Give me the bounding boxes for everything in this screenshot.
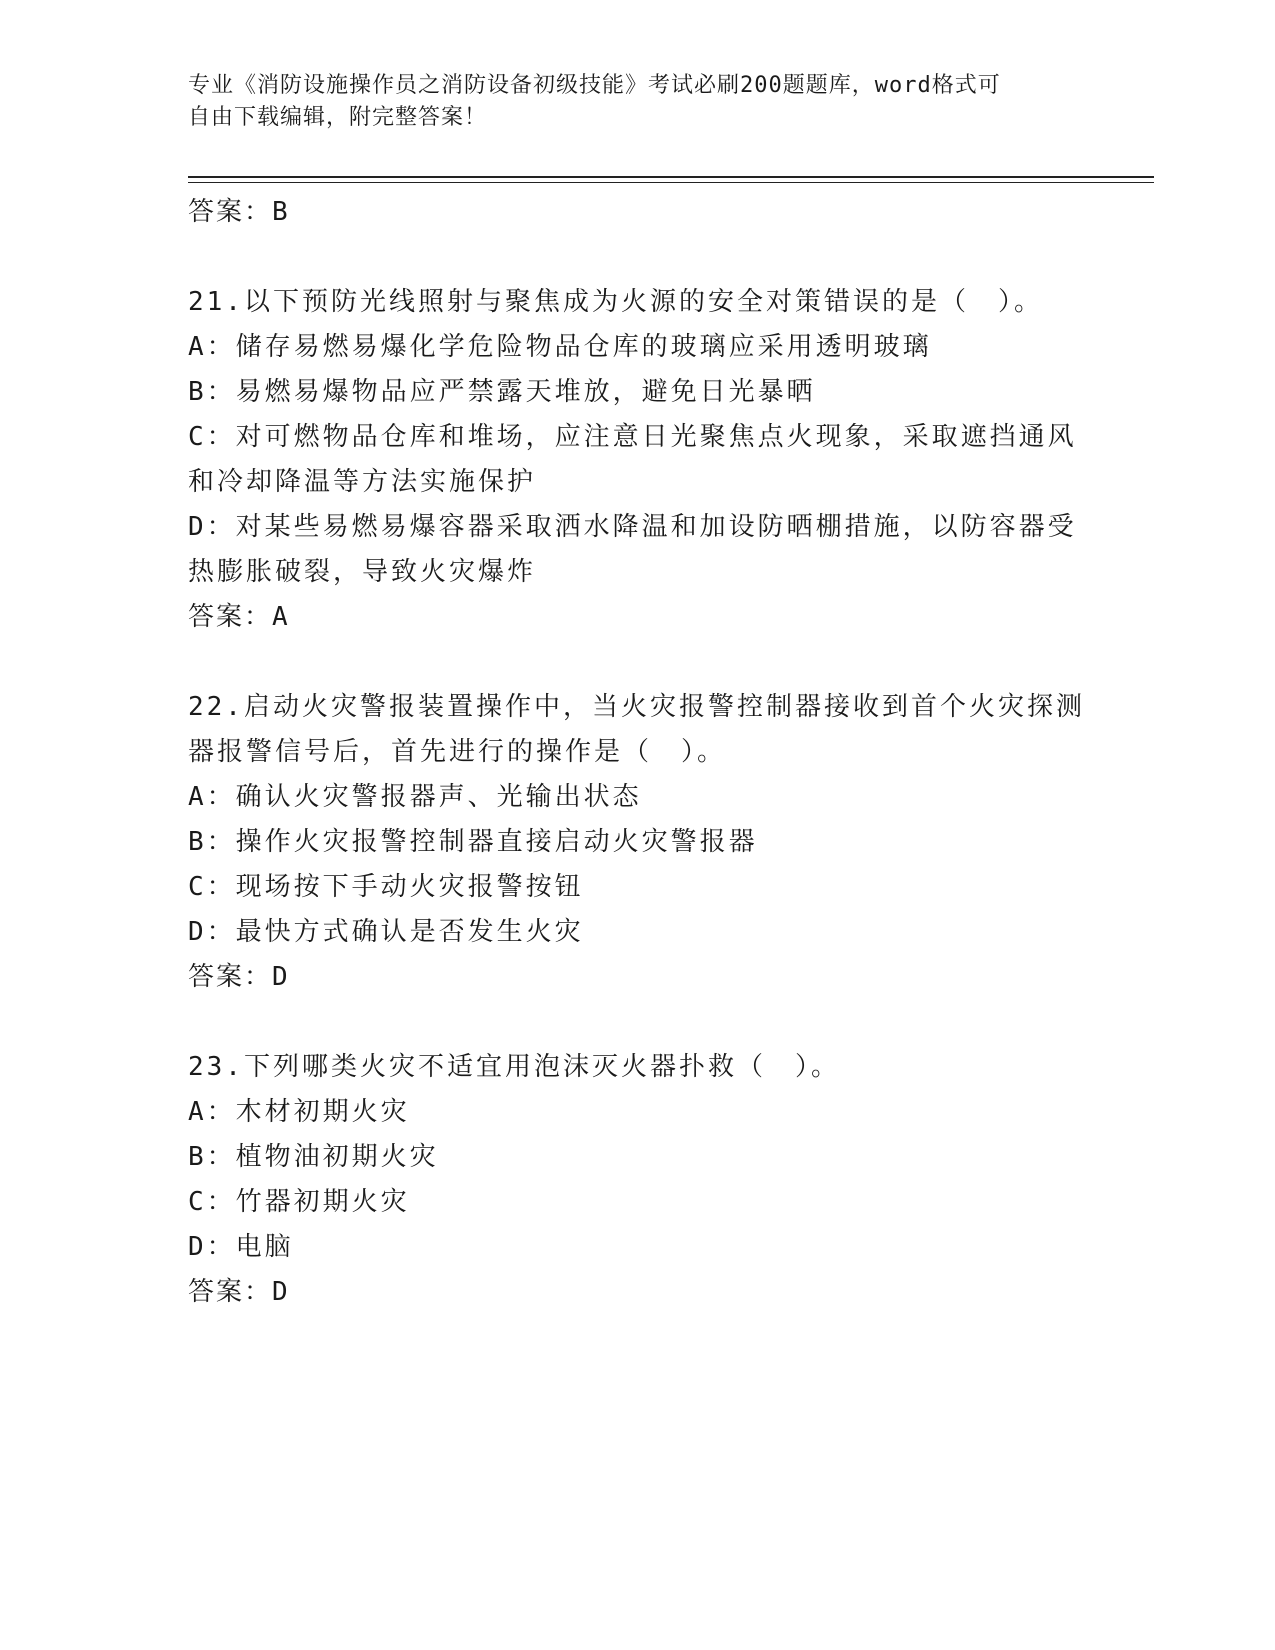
- option-d: D：电脑: [188, 1232, 294, 1262]
- option-d-continued: 热膨胀破裂，导致火灾爆炸: [188, 557, 537, 587]
- question-stem: 21.以下预防光线照射与聚焦成为火源的安全对策错误的是（ ）。: [188, 287, 1043, 317]
- question-stem: 23.下列哪类火灾不适宜用泡沫灭火器扑救（ ）。: [188, 1052, 840, 1082]
- option-a: A：储存易燃易爆化学危险物品仓库的玻璃应采用透明玻璃: [188, 332, 932, 362]
- option-c-continued: 和冷却降温等方法实施保护: [188, 467, 537, 497]
- previous-answer: 答案：B: [188, 197, 290, 227]
- answer: 答案：A: [188, 602, 290, 632]
- option-c: C：竹器初期火灾: [188, 1187, 410, 1217]
- answer: 答案：D: [188, 1277, 290, 1307]
- option-a: A：确认火灾警报器声、光输出状态: [188, 782, 642, 812]
- question-list: [188, 190, 1088, 1315]
- document-header: [188, 70, 1068, 134]
- question-23: [188, 1045, 1088, 1315]
- option-b: B：植物油初期火灾: [188, 1142, 439, 1172]
- option-d: D：最快方式确认是否发生火灾: [188, 917, 584, 947]
- answer: 答案：D: [188, 962, 290, 992]
- question-stem-continued: 器报警信号后，首先进行的操作是（ ）。: [188, 737, 727, 767]
- option-c: C：现场按下手动火灾报警按钮: [188, 872, 584, 902]
- question-stem: 22.启动火灾警报装置操作中，当火灾报警控制器接收到首个火灾探测: [188, 692, 1085, 722]
- option-b: B：操作火灾报警控制器直接启动火灾警报器: [188, 827, 758, 857]
- question-21: [188, 280, 1088, 640]
- option-c: C：对可燃物品仓库和堆场，应注意日光聚焦点火现象，采取遮挡通风: [188, 422, 1077, 452]
- spacer: [188, 235, 1088, 280]
- option-a: A：木材初期火灾: [188, 1097, 410, 1127]
- spacer: [188, 640, 1088, 685]
- header-divider-thin: [188, 182, 1154, 183]
- option-b: B：易燃易爆物品应严禁露天堆放，避免日光暴晒: [188, 377, 816, 407]
- header-line-1: 专业《消防设施操作员之消防设备初级技能》考试必刷200题题库，word格式可: [188, 73, 1001, 98]
- option-d: D：对某些易燃易爆容器采取洒水降温和加设防晒棚措施，以防容器受: [188, 512, 1077, 542]
- question-22: [188, 685, 1088, 1000]
- header-line-2: 自由下载编辑，附完整答案！: [188, 105, 488, 130]
- spacer: [188, 1000, 1088, 1045]
- header-divider-thick: [188, 176, 1154, 178]
